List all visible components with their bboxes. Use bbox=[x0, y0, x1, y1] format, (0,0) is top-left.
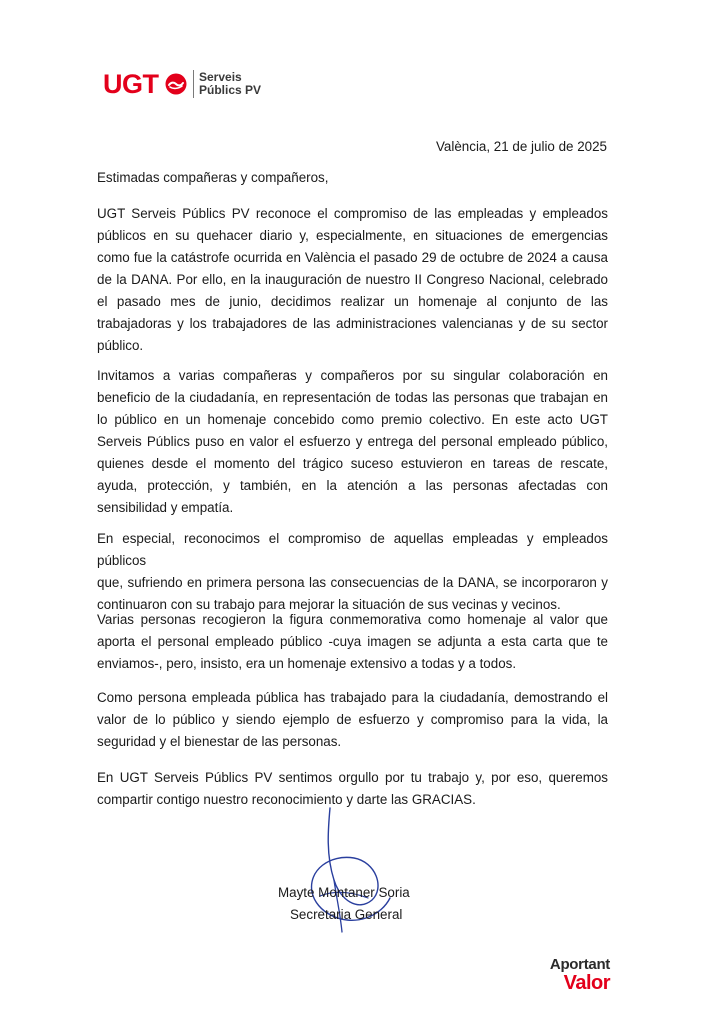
paragraph-line: Serveis Públics puso en valor el esfuerzo y entrega del personal empleado público, bbox=[97, 434, 608, 449]
paragraph-line: En UGT Serveis Públics PV sentimos orgullo por tu trabajo y, por eso, queremos bbox=[97, 770, 608, 785]
logo-subtitle-line1: Serveis bbox=[199, 70, 242, 84]
paragraph-line: trabajadoras y los trabajadores de las administraciones valencianas y de su sector bbox=[97, 316, 608, 331]
logo-subtitle-line2: Públics PV bbox=[199, 83, 262, 97]
paragraph-line: enviamos-, pero, insisto, era un homenaje extensivo a todas y a todos. bbox=[97, 656, 517, 671]
signer-name: Mayte Montaner Soria bbox=[278, 885, 410, 900]
paragraph-line: seguridad y el bienestar de las personas. bbox=[97, 734, 342, 749]
tagline-line1: Aportant bbox=[549, 956, 610, 973]
paragraph-line: como fue la catástrofe ocurrida en València el pasado 29 de octubre de 2024 a causa bbox=[97, 250, 608, 265]
aportant-valor-logo bbox=[538, 956, 610, 992]
paragraph-line: de la DANA. Por ello, en la inauguración de nuestro II Congreso Nacional, celebrado bbox=[97, 272, 608, 287]
logo-ugt-text: UGT bbox=[103, 68, 159, 99]
paragraph-line: compartir contigo nuestro reconocimiento y darte las GRACIAS. bbox=[97, 792, 476, 807]
paragraph-4 bbox=[97, 609, 608, 675]
ugt-logo bbox=[103, 68, 261, 100]
paragraph-line: público. bbox=[97, 338, 144, 353]
paragraph-line: que, sufriendo en primera persona las consecuencias de la DANA, se incorporaron y bbox=[97, 575, 608, 590]
paragraph-5 bbox=[97, 687, 608, 753]
paragraph-line: En especial, reconocimos el compromiso de aquellas empleadas y empleados públicos bbox=[97, 531, 608, 568]
paragraph-line: ayuda, protección, y también, en la atención a las personas afectadas con bbox=[97, 478, 608, 493]
handshake-icon bbox=[165, 73, 187, 95]
paragraph-2 bbox=[97, 365, 608, 519]
paragraph-1 bbox=[97, 203, 608, 357]
paragraph-line: públicos en su quehacer diario y, especialmente, en situaciones de emergencias bbox=[97, 228, 608, 243]
paragraph-3 bbox=[97, 528, 608, 616]
paragraph-line: valor de lo público y siendo ejemplo de esfuerzo y compromiso para la vida, la bbox=[97, 712, 608, 727]
logo-subtitle bbox=[199, 71, 261, 97]
paragraph-line: UGT Serveis Públics PV reconoce el compromiso de las empleadas y empleados bbox=[97, 206, 608, 221]
paragraph-6 bbox=[97, 767, 608, 811]
paragraph-line: sensibilidad y empatía. bbox=[97, 500, 234, 515]
paragraph-line: quienes desde el momento del trágico suceso estuvieron en tareas de rescate, bbox=[97, 456, 608, 471]
logo-divider bbox=[193, 70, 195, 98]
paragraph-line: continuaron con su trabajo para mejorar la situación de sus vecinas y vecinos. bbox=[97, 597, 561, 612]
tagline-line2: Valor bbox=[563, 972, 610, 994]
paragraph-line: el pasado mes de junio, decidimos realizar un homenaje al conjunto de las bbox=[97, 294, 608, 309]
signer-title: Secretaria General bbox=[290, 907, 403, 922]
letter-greeting: Estimadas compañeras y compañeros, bbox=[97, 170, 329, 185]
letter-date: València, 21 de julio de 2025 bbox=[436, 139, 607, 154]
paragraph-line: Varias personas recogieron la figura conmemorativa como homenaje al valor que bbox=[97, 612, 608, 627]
paragraph-line: Como persona empleada pública has trabajado para la ciudadanía, demostrando el bbox=[97, 690, 608, 705]
paragraph-line: beneficio de la ciudadanía, en representación de todas las personas que trabajan en bbox=[97, 390, 608, 405]
paragraph-line: aporta el personal empleado público -cuya imagen se adjunta a esta carta que te bbox=[97, 634, 608, 649]
paragraph-line: Invitamos a varias compañeras y compañeros por su singular colaboración en bbox=[97, 368, 608, 383]
paragraph-line: lo público en un homenaje concebido como premio colectivo. En este acto UGT bbox=[97, 412, 608, 427]
signature-block bbox=[278, 882, 410, 926]
